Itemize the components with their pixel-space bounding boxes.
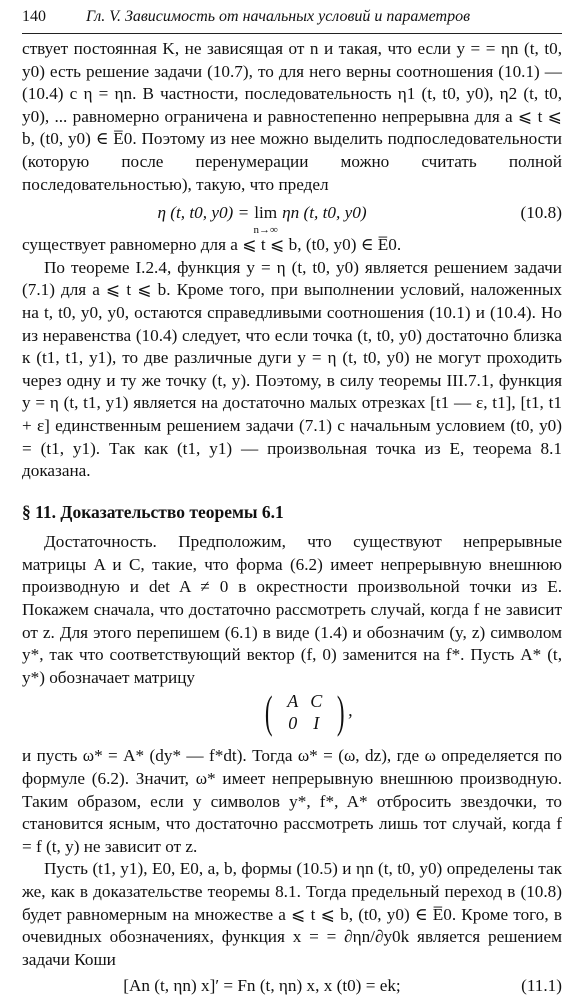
matrix-cell: A (287, 691, 299, 712)
limit-operator (253, 202, 277, 235)
page-body (22, 38, 562, 1001)
paragraph-6: Пусть (t1, y1), E0, E0, a, b, формы (10.5) и ηn (t, t0, y0) определены так же, как в доказательстве теоремы 8.1. Тогда предельный переход в (10.8) будет равномерным на множестве a ⩽ t ⩽ b, (t0, y0) ∈ E̅0. Кроме того, в очевидных обозначениях, функция x = = ∂ηn/∂y0k является решением задачи Коши (22, 859, 562, 969)
paragraph-2: существует равномерно для a ⩽ t ⩽ b, (t0, y0) ∈ E̅0. (22, 235, 402, 255)
right-paren: ) (336, 686, 345, 738)
equation-11-1-expr: [An (t, ηn) x]′ = Fn (t, ηn) x, x (t0) = ek; (123, 976, 401, 996)
paragraph-1: ствует постоянная K, не зависящая от n и такая, что если y = = ηn (t, t0, y0) есть решение задачи (10.7), то для него верны соотношения (10.1) — (10.4) с η = ηn. В частности, последовательность η1 (t, t0, y0), η2 (t, t0, y0), ... равномерно ограничена и равностепенно непрерывна для a ⩽ t ⩽ b, (t0, y0) ∈ E̅0. Поэтому из нее можно выделить подпоследовательности (которую после перенумерации можно считать полной последовательностью), такую, что предел (22, 39, 562, 194)
matrix-cell: 0 (288, 713, 298, 734)
equation-11-1 (22, 975, 562, 1001)
matrix-display (22, 686, 562, 745)
matrix (261, 686, 353, 738)
equation-10-8-expr (22, 202, 502, 235)
equation-10-8-left: η (t, t0, y0) = (157, 203, 254, 223)
paragraph-5: и пусть ω* = A* (dy* — f*dt). Тогда ω* = (ω, dz), где ω определяется по формуле (6.2). Значит, ω* имеет непрерывную внешнюю производную. Таким образом, если у символов y*, f*, A* отбросить звездочки, то становится ясным, что достаточно рассмотреть лишь тот случай, когда f = f (t, y) не зависит от z. (22, 746, 562, 856)
limit-word: lim (254, 203, 278, 223)
equation-10-8-label: (10.8) (520, 203, 562, 223)
left-paren: ( (265, 686, 273, 738)
page-number: 140 (22, 8, 46, 25)
limit-subscript: n→∞ (253, 223, 278, 236)
matrix-cell: I (313, 713, 320, 734)
matrix-table (281, 690, 328, 734)
paragraph-4: Достаточность. Предположим, что существуют непрерывные матрицы A и C, такие, что форма (6.2) имеет непрерывную внешнюю производную и det A ≠ 0 в окрестности произвольной точки из E. Покажем сначала, что достаточно рассмотреть случай, когда f не зависит от z. Для этого перепишем (6.1) в виде (1.4) и обозначим (y, z) символом y*, так что соответствующий вектор (f, 0) заменится на f*. Пусть A* (t, y*) обозначает матрицу (22, 532, 562, 687)
equation-10-8-right: ηn (t, t0, y0) (277, 203, 367, 223)
section-heading: § 11. Доказательство теоремы 6.1 (22, 501, 284, 522)
matrix-cell: C (310, 691, 323, 712)
header-rule (22, 33, 562, 34)
matrix-comma: , (348, 700, 353, 721)
equation-11-1-label: (11.1) (521, 976, 562, 996)
running-title: Гл. V. Зависимость от начальных условий и параметров (86, 8, 471, 25)
paragraph-3: По теореме I.2.4, функция y = η (t, t0, y0) является решением задачи (7.1) для a ⩽ t ⩽ b. Кроме того, при выполнении условий, наложенных на t, t0, y0, y0, остаются справедливыми соотношения (10.1) и (10.4). Но из неравенства (10.4) следует, что если точка (t, t0, y0) достаточно близка к (t1, t1, y1), то две различные дуги y = η (t, t0, y0) не могут проходить через одну и ту же точку (t, y). Поэтому, в силу теоремы III.7.1, функция y = η (t, t1, y1) является на достаточно малых отрезках [t1 — ε, t1], [t1, t1 + ε] единственным решением задачи (7.1) с начальным условием (t0, y0) = (t1, y1). Так как (t1, y1) — произвольная точка из E, теорема 8.1 доказана. (22, 257, 562, 481)
equation-10-8 (22, 196, 562, 234)
